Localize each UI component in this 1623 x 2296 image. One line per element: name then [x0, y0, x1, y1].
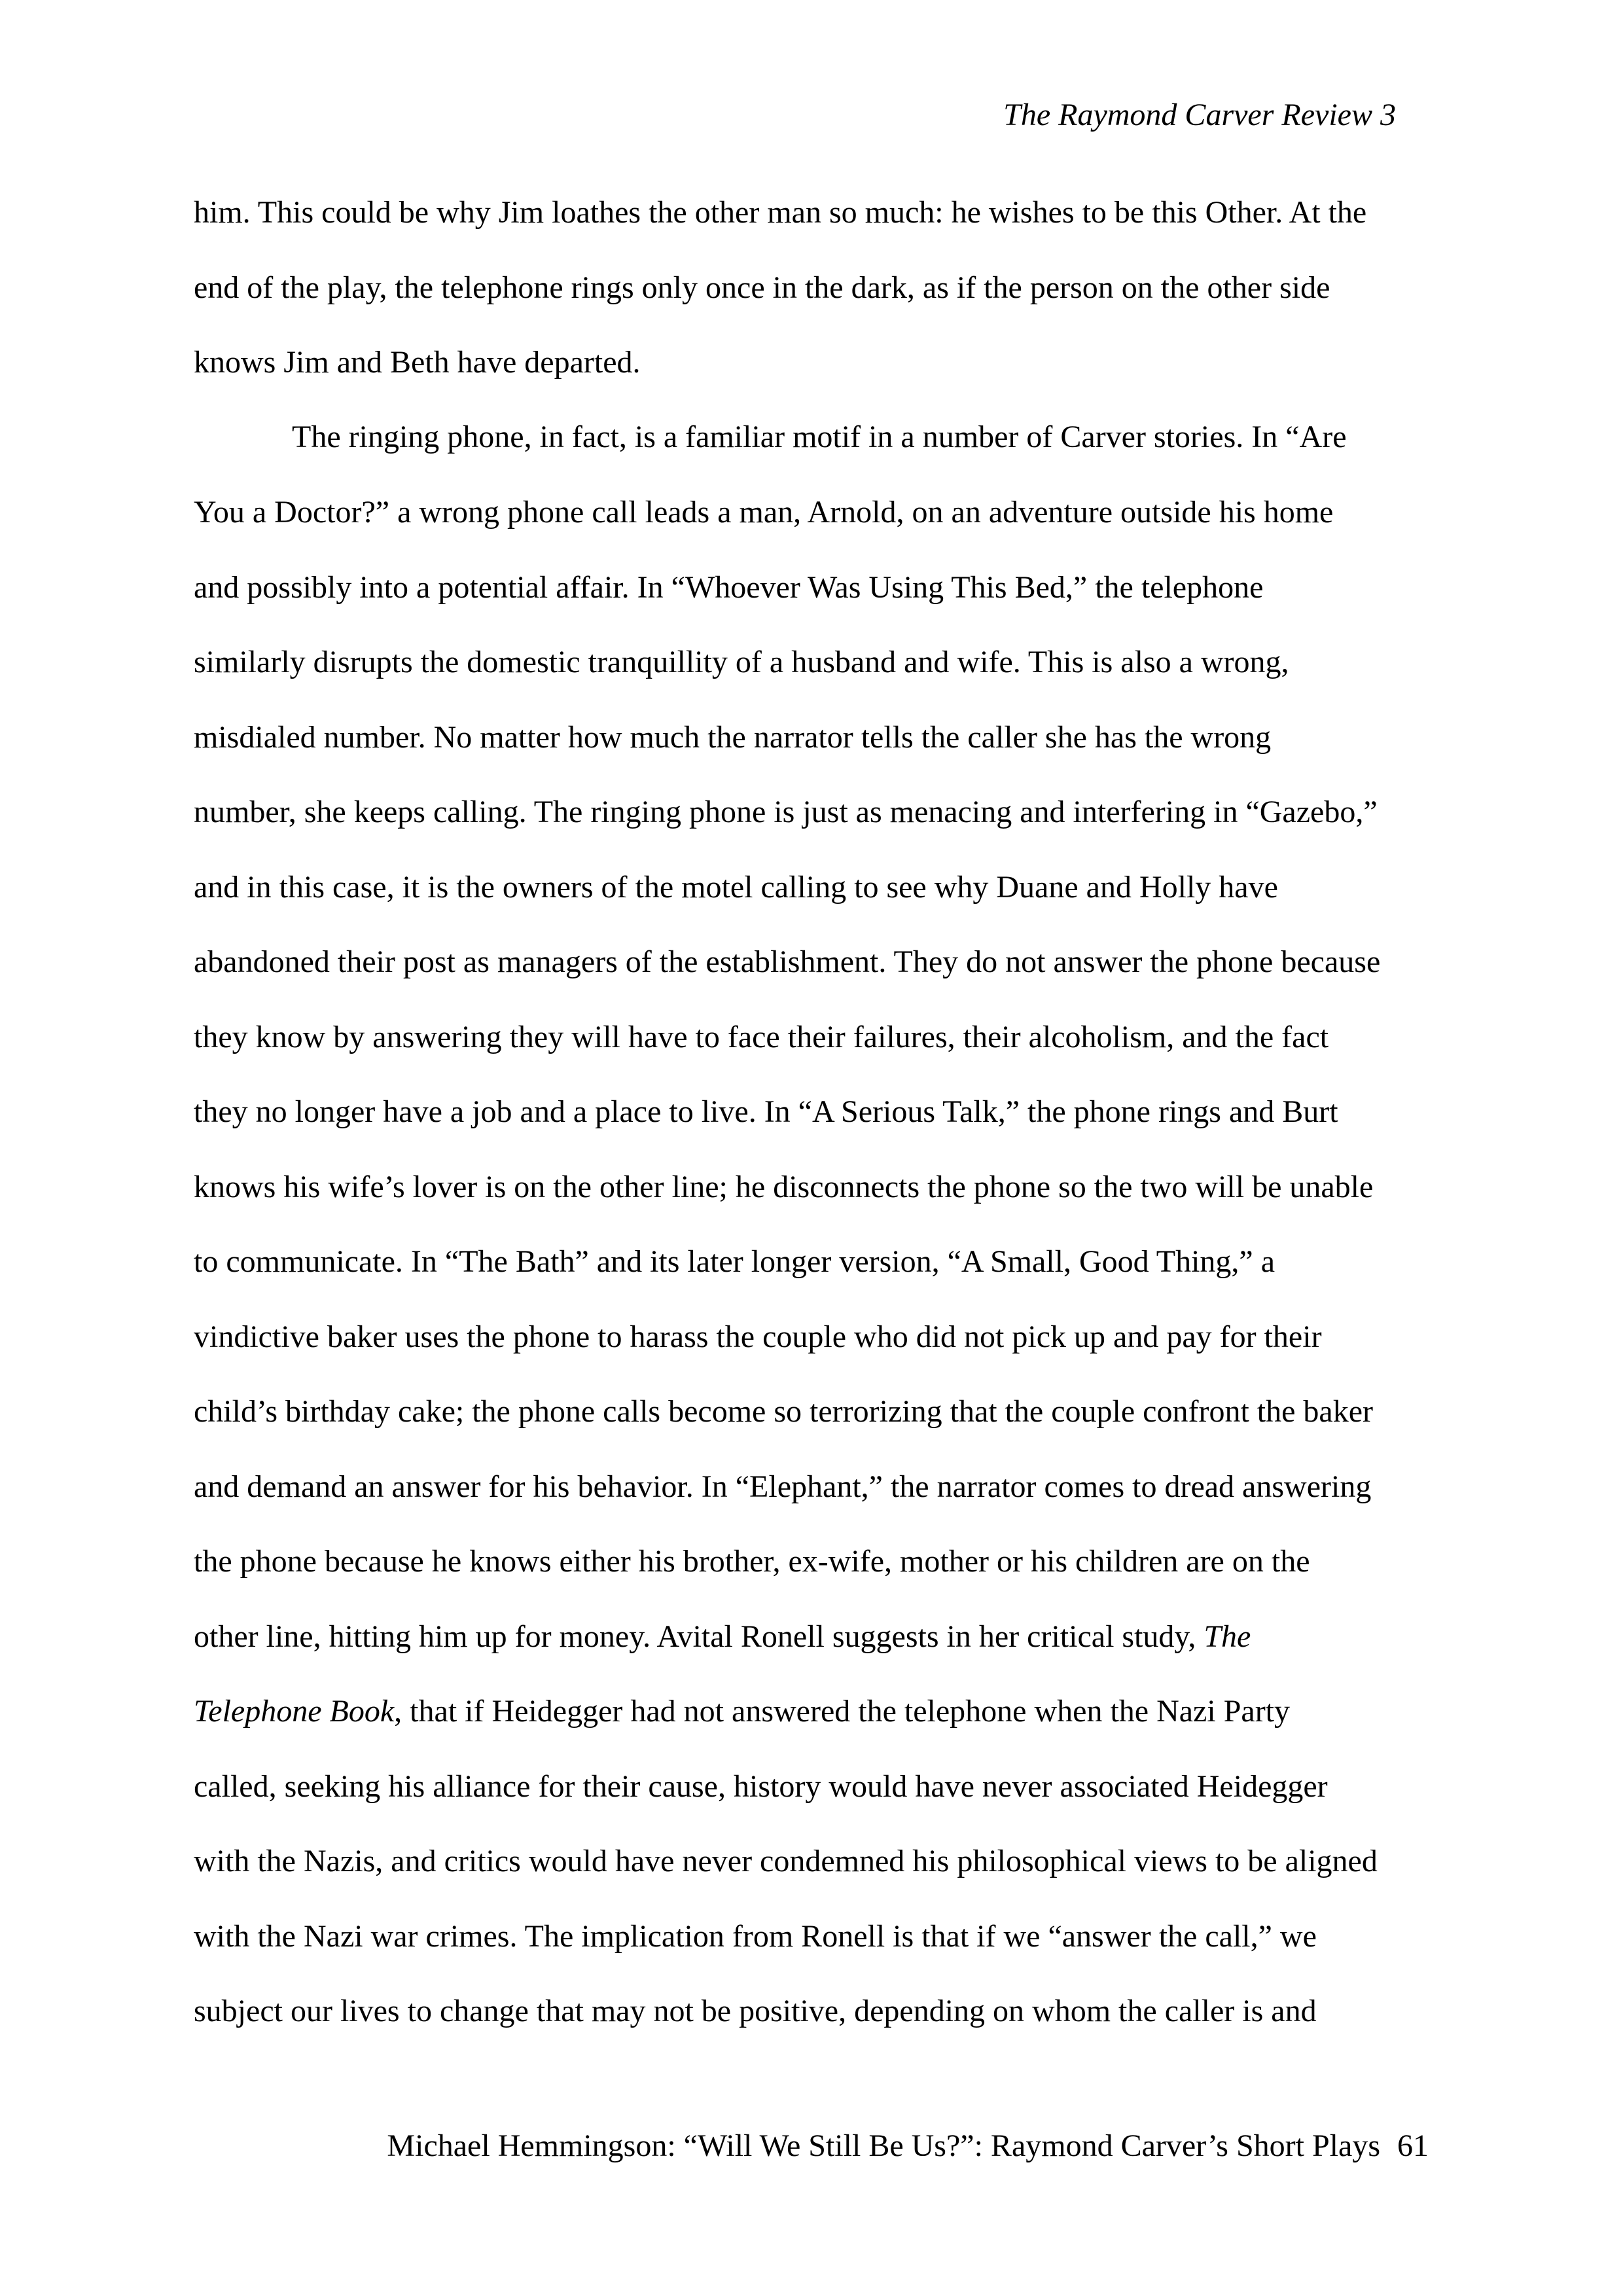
text-line [194, 1617, 1251, 1657]
text-line: child’s birthday cake; the phone calls become so terrorizing that the couple confront the baker [194, 1394, 1374, 1429]
page-footer [387, 2126, 1429, 2166]
text-line: knows Jim and Beth have departed. [194, 345, 641, 380]
text-line: You a Doctor?” a wrong phone call leads a man, Arnold, on an adventure outside his home [194, 495, 1334, 529]
text-line: called, seeking his alliance for their cause, history would have never associated Heidegger [194, 1769, 1328, 1804]
text-line: end of the play, the telephone rings only once in the dark, as if the person on the other side [194, 270, 1330, 305]
book-title-italic: The [1204, 1619, 1251, 1654]
text-line: and possibly into a potential affair. In “Whoever Was Using This Bed,” the telephone [194, 570, 1264, 605]
text-line: and in this case, it is the owners of the motel calling to see why Duane and Holly have [194, 870, 1278, 905]
text-line: abandoned their post as managers of the establishment. They do not answer the phone because [194, 944, 1381, 979]
text-line: and demand an answer for his behavior. In “Elephant,” the narrator comes to dread answering [194, 1469, 1372, 1504]
text-line: to communicate. In “The Bath” and its later longer version, “A Small, Good Thing,” a [194, 1244, 1275, 1279]
text-segment: other line, hitting him up for money. Avital Ronell suggests in her critical study, [194, 1619, 1204, 1654]
text-line: similarly disrupts the domestic tranquillity of a husband and wife. This is also a wrong, [194, 645, 1289, 679]
text-line [194, 1692, 1290, 1731]
text-line: with the Nazi war crimes. The implication from Ronell is that if we “answer the call,” we [194, 1919, 1317, 1954]
text-line: the phone because he knows either his brother, ex-wife, mother or his children are on the [194, 1544, 1310, 1579]
text-line: they know by answering they will have to face their failures, their alcoholism, and the fact [194, 1020, 1329, 1054]
text-line: misdialed number. No matter how much the narrator tells the caller she has the wrong [194, 720, 1272, 755]
paragraph-first-line: The ringing phone, in fact, is a familiar motif in a number of Carver stories. In “Are [292, 420, 1347, 454]
footer-citation: Michael Hemmingson: “Will We Still Be Us?”: Raymond Carver’s Short Plays [387, 2128, 1380, 2163]
text-line: with the Nazis, and critics would have never condemned his philosophical views to be aligned [194, 1844, 1378, 1878]
page-number: 61 [1397, 2128, 1429, 2163]
text-segment: , that if Heidegger had not answered the telephone when the Nazi Party [394, 1694, 1291, 1729]
book-title-italic: Telephone Book [194, 1694, 395, 1729]
text-line: subject our lives to change that may not be positive, depending on whom the caller is and [194, 1994, 1317, 2028]
text-line: knows his wife’s lover is on the other line; he disconnects the phone so the two will be unable [194, 1170, 1374, 1204]
running-header-title: The Raymond Carver Review 3 [1003, 98, 1396, 132]
text-line: him. This could be why Jim loathes the other man so much: he wishes to be this Other. At the [194, 195, 1367, 230]
text-line: they no longer have a job and a place to live. In “A Serious Talk,” the phone rings and Burt [194, 1094, 1338, 1129]
text-line: number, she keeps calling. The ringing phone is just as menacing and interfering in “Gazebo,” [194, 795, 1378, 829]
text-line: vindictive baker uses the phone to harass the couple who did not pick up and pay for their [194, 1319, 1322, 1354]
